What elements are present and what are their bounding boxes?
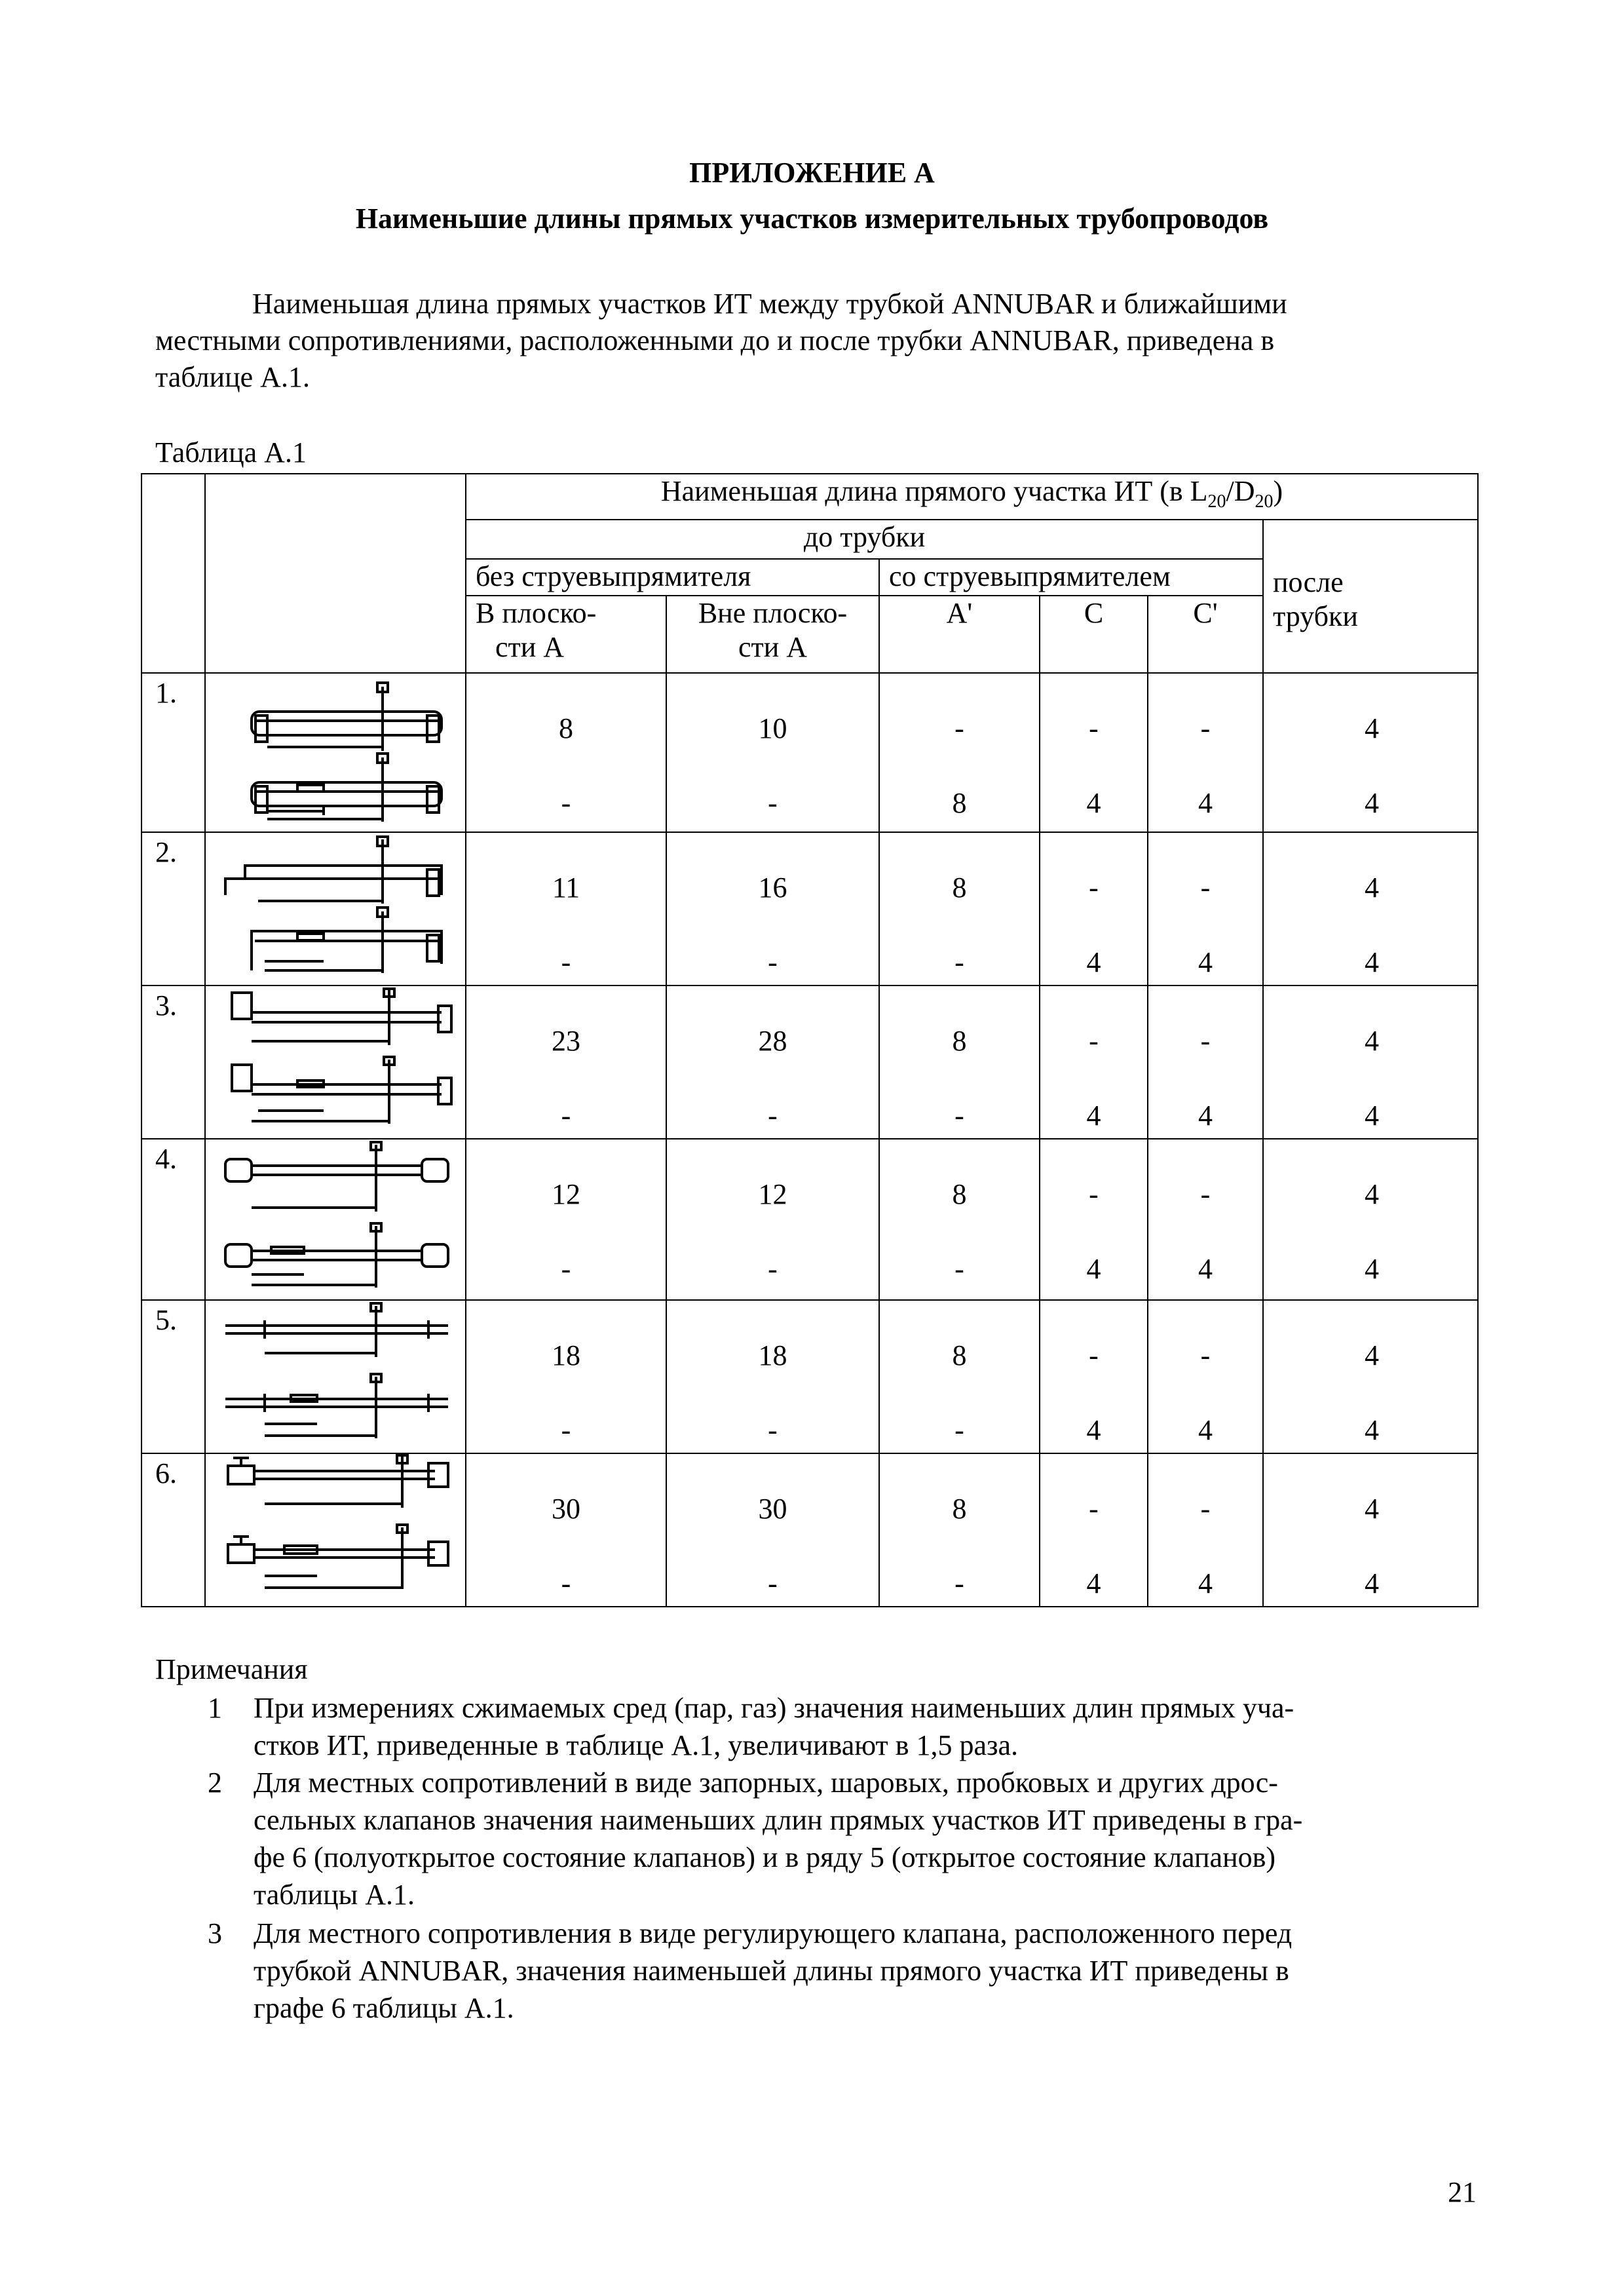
cell-c-prime: - 4	[1148, 985, 1263, 1139]
table-row	[142, 985, 1478, 1139]
note-text: Для местного сопротивления в виде регулирующего клапана, расположенного перед трубкой ANNUBAR, значения наименьшей длины прямого участка ИТ приведены в графе 6 таблицы А.1.	[254, 1917, 1293, 2024]
header-without-straightener: без струевыпрямителя	[466, 559, 879, 596]
cell-out-plane: 10 -	[666, 673, 879, 832]
header-num-blank	[142, 474, 205, 673]
cell-c-prime: - 4	[1148, 1300, 1263, 1453]
row-number: 5.	[142, 1300, 205, 1453]
header-before-tube: до трубки	[466, 520, 1263, 559]
note-text: Для местных сопротивлений в виде запорных, шаровых, пробковых и других дрос- сельных клапанов значения наименьших длин прямых участков ИТ приведены в гра- фе 6 (полуоткрытое состояние клапанов) и в ряду 5 (открытое состояние клапанов) таблицы А.1.	[254, 1767, 1303, 1911]
pipe-diagram-icon	[206, 833, 465, 984]
cell-after: 4 4	[1263, 1453, 1478, 1607]
cell-in-plane: 11 -	[466, 832, 666, 985]
cell-out-plane: 18 -	[666, 1300, 879, 1453]
pipe-schematic-5	[205, 1300, 466, 1453]
cell-in-plane: 30 -	[466, 1453, 666, 1607]
cell-after: 4 4	[1263, 673, 1478, 832]
pipe-schematic-6	[205, 1453, 466, 1607]
cell-c-prime: - 4	[1148, 832, 1263, 985]
col-in-plane: В плоско- сти А	[466, 596, 666, 673]
table-caption: Таблица А.1	[155, 436, 307, 469]
cell-out-plane: 30 -	[666, 1453, 879, 1607]
row-number: 2.	[142, 832, 205, 985]
note-number: 1	[208, 1692, 222, 1724]
col-c: C	[1040, 596, 1148, 673]
page-number: 21	[1448, 2176, 1477, 2208]
row-number: 1.	[142, 673, 205, 832]
note-number: 3	[208, 1917, 222, 1949]
header-main: Наименьшая длина прямого участка ИТ (в $L_{20}/D_{20}$)	[466, 474, 1478, 520]
cell-out-plane: 28 -	[666, 985, 879, 1139]
cell-a-prime: 8 -	[879, 1139, 1040, 1300]
note-text: При измерениях сжимаемых сред (пар, газ) значения наименьших длин прямых уча- стков ИТ, приведенные в таблице А.1, увеличивают в 1,5 раза.	[254, 1692, 1294, 1761]
cell-out-plane: 16 -	[666, 832, 879, 985]
pipe-schematic-2	[205, 832, 466, 985]
col-a-prime: A'	[879, 596, 1040, 673]
table-row	[142, 673, 1478, 832]
pipe-diagram-icon	[206, 1454, 465, 1605]
appendix-subheading: Наименьшие длины прямых участков измерительных трубопроводов	[355, 202, 1269, 235]
pipe-schematic-4	[205, 1139, 466, 1300]
intro-line-2: местными сопротивлениями, расположенными до и после трубки ANNUBAR, приведена в	[155, 324, 1275, 356]
cell-a-prime: 8 -	[879, 985, 1040, 1139]
cell-c: - 4	[1040, 1300, 1148, 1453]
header-figure-blank	[205, 474, 466, 673]
cell-a-prime: 8 -	[879, 1453, 1040, 1607]
row-number: 3.	[142, 985, 205, 1139]
cell-c: - 4	[1040, 1139, 1148, 1300]
table-row	[142, 1300, 1478, 1453]
row-number: 4.	[142, 1139, 205, 1300]
table-row	[142, 1453, 1478, 1607]
header-after-tube: после трубки	[1263, 520, 1478, 673]
intro-line-3: таблице А.1.	[155, 361, 310, 393]
header-with-straightener: со струевыпрямителем	[879, 559, 1263, 596]
cell-a-prime: - 8	[879, 673, 1040, 832]
cell-in-plane: 18 -	[466, 1300, 666, 1453]
cell-in-plane: 23 -	[466, 985, 666, 1139]
cell-c-prime: - 4	[1148, 1453, 1263, 1607]
data-table	[141, 473, 1479, 1607]
appendix-heading: ПРИЛОЖЕНИЕ А	[689, 157, 935, 189]
note-number: 2	[208, 1767, 222, 1799]
col-out-plane: Вне плоско- сти А	[666, 596, 879, 673]
cell-c: - 4	[1040, 985, 1148, 1139]
cell-a-prime: 8 -	[879, 832, 1040, 985]
pipe-diagram-icon	[206, 1139, 465, 1297]
cell-out-plane: 12 -	[666, 1139, 879, 1300]
table-row	[142, 832, 1478, 985]
pipe-schematic-3	[205, 985, 466, 1139]
cell-a-prime: 8 -	[879, 1300, 1040, 1453]
pipe-diagram-icon	[206, 674, 465, 831]
cell-in-plane: 12 -	[466, 1139, 666, 1300]
pipe-diagram-icon	[206, 986, 465, 1137]
pipe-diagram-icon	[206, 1301, 465, 1451]
cell-c: - 4	[1040, 1453, 1148, 1607]
cell-c: - 4	[1040, 832, 1148, 985]
cell-after: 4 4	[1263, 985, 1478, 1139]
intro-line-1: Наименьшая длина прямых участков ИТ между трубкой ANNUBAR и ближайшими	[252, 288, 1287, 320]
cell-after: 4 4	[1263, 1300, 1478, 1453]
cell-c: - 4	[1040, 673, 1148, 832]
cell-c-prime: - 4	[1148, 1139, 1263, 1300]
table-row	[142, 1139, 1478, 1300]
pipe-schematic-1	[205, 673, 466, 832]
cell-after: 4 4	[1263, 1139, 1478, 1300]
notes-title: Примечания	[155, 1653, 308, 1685]
cell-after: 4 4	[1263, 832, 1478, 985]
col-c-prime: C'	[1148, 596, 1263, 673]
row-number: 6.	[142, 1453, 205, 1607]
cell-c-prime: - 4	[1148, 673, 1263, 832]
cell-in-plane: 8 -	[466, 673, 666, 832]
